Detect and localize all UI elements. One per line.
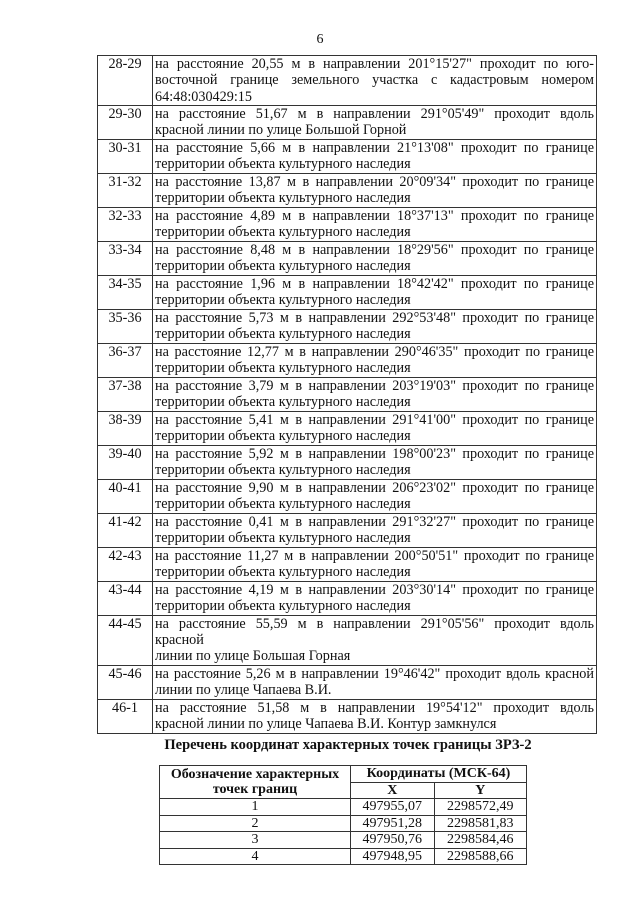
segment-description: [153, 615, 597, 665]
table-row: [98, 241, 597, 275]
table-row: [98, 699, 597, 733]
description-line: территории объекта культурного наследия: [155, 190, 411, 207]
segment-id: 41-42: [98, 513, 153, 547]
coords-table-title: Перечень координат характерных точек границы ЗРЗ-2: [164, 737, 532, 753]
description-line: территории объекта культурного наследия: [155, 462, 411, 479]
description-line: территории объекта культурного наследия: [155, 224, 411, 241]
table-row: [98, 581, 597, 615]
segment-id: 45-46: [98, 665, 153, 699]
segment-id: 38-39: [98, 411, 153, 445]
description-line: на расстояние 5,41 м в направлении 291°41'00" проходит по границе: [155, 411, 594, 428]
description-line: территории объекта культурного наследия: [155, 564, 411, 581]
segment-description: [153, 411, 597, 445]
description-line: на расстояние 12,77 м в направлении 290°46'35" проходит по границе: [155, 343, 594, 360]
segment-id: 43-44: [98, 581, 153, 615]
table-row: [98, 445, 597, 479]
description-line: на расстояние 5,66 м в направлении 21°13'08" проходит по границе: [155, 139, 594, 156]
segment-description: [153, 547, 597, 581]
table-row: [98, 479, 597, 513]
segment-description: [153, 343, 597, 377]
coord-x: 497950,76: [351, 832, 435, 849]
description-line: на расстояние 4,19 м в направлении 203°30'14" проходит по границе: [155, 581, 594, 598]
coord-y: 2298572,49: [434, 799, 526, 816]
page-number: 6: [316, 32, 324, 47]
table-row: [98, 56, 597, 106]
coord-x: 497951,28: [351, 815, 435, 832]
segment-description: [153, 377, 597, 411]
description-line: территории объекта культурного наследия: [155, 394, 411, 411]
description-line: территории объекта культурного наследия: [155, 530, 411, 547]
description-line: на расстояние 4,89 м в направлении 18°37'13" проходит по границе: [155, 207, 594, 224]
segment-description: [153, 105, 597, 139]
coordinates-table: [159, 765, 527, 865]
description-line: 64:48:030429:15: [155, 88, 252, 105]
segment-description: [153, 665, 597, 699]
table-row: [98, 309, 597, 343]
description-line: территории объекта культурного наследия: [155, 360, 411, 377]
table-row: [98, 665, 597, 699]
description-line: на расстояние 1,96 м в направлении 18°42'42" проходит по границе: [155, 275, 594, 292]
segment-id: 30-31: [98, 139, 153, 173]
header-y: Y: [434, 782, 526, 799]
segment-id: 31-32: [98, 173, 153, 207]
description-line: красной линии по улице Чапаева В.И. Контур замкнулся: [155, 716, 497, 733]
description-line: территории объекта культурного наследия: [155, 156, 411, 173]
segment-description: [153, 56, 597, 106]
description-line: территории объекта культурного наследия: [155, 292, 411, 309]
point-id: 2: [160, 815, 351, 832]
table-row: [98, 411, 597, 445]
segment-description: [153, 309, 597, 343]
segment-description: [153, 173, 597, 207]
segment-id: 35-36: [98, 309, 153, 343]
segment-description: [153, 207, 597, 241]
description-line: на расстояние 13,87 м в направлении 20°09'34" проходит по границе: [155, 173, 594, 190]
description-line: территории объекта культурного наследия: [155, 258, 411, 275]
description-line: красной линии по улице Большой Горной: [155, 122, 407, 139]
description-line: на расстояние 5,26 м в направлении 19°46'42" проходит вдоль красной: [155, 665, 594, 682]
coord-y: 2298588,66: [434, 848, 526, 865]
segment-description: [153, 513, 597, 547]
table-row: [98, 343, 597, 377]
description-line: восточной границе земельного участка с кадастровым номером: [155, 72, 594, 89]
segment-id: 40-41: [98, 479, 153, 513]
description-line: на расстояние 9,90 м в направлении 206°23'02" проходит по границе: [155, 479, 594, 496]
table-row: [98, 207, 597, 241]
segment-id: 46-1: [98, 699, 153, 733]
segment-id: 39-40: [98, 445, 153, 479]
point-id: 3: [160, 832, 351, 849]
segment-id: 44-45: [98, 615, 153, 665]
table-row: [98, 105, 597, 139]
description-line: на расстояние 51,67 м в направлении 291°05'49" проходит вдоль: [155, 105, 594, 122]
segment-id: 37-38: [98, 377, 153, 411]
description-line: на расстояние 5,92 м в направлении 198°00'23" проходит по границе: [155, 445, 594, 462]
point-id: 1: [160, 799, 351, 816]
description-line: на расстояние 5,73 м в направлении 292°53'48" проходит по границе: [155, 309, 594, 326]
table-row: [160, 815, 527, 832]
description-line: на расстояние 51,58 м в направлении 19°54'12" проходит вдоль: [155, 699, 594, 716]
segment-description: [153, 479, 597, 513]
table-row: [98, 615, 597, 665]
coord-x: 497955,07: [351, 799, 435, 816]
header-coords: Координаты (МСК-64): [351, 766, 527, 783]
segment-description: [153, 445, 597, 479]
header-x: X: [351, 782, 435, 799]
segment-id: 29-30: [98, 105, 153, 139]
segment-description: [153, 241, 597, 275]
segment-id: 33-34: [98, 241, 153, 275]
segment-id: 32-33: [98, 207, 153, 241]
segment-description: [153, 699, 597, 733]
description-line: территории объекта культурного наследия: [155, 496, 411, 513]
description-line: на расстояние 8,48 м в направлении 18°29'56" проходит по границе: [155, 241, 594, 258]
segment-description: [153, 139, 597, 173]
segment-description: [153, 275, 597, 309]
description-line: на расстояние 0,41 м в направлении 291°32'27" проходит по границе: [155, 513, 594, 530]
point-id: 4: [160, 848, 351, 865]
segment-id: 36-37: [98, 343, 153, 377]
description-line: на расстояние 3,79 м в направлении 203°19'03" проходит по границе: [155, 377, 594, 394]
table-row: [98, 173, 597, 207]
table-row: [98, 275, 597, 309]
description-line: на расстояние 55,59 м в направлении 291°05'56" проходит вдоль красной: [155, 615, 594, 649]
segment-id: 42-43: [98, 547, 153, 581]
table-row: [98, 139, 597, 173]
coord-y: 2298584,46: [434, 832, 526, 849]
table-row: [160, 799, 527, 816]
header-points: Обозначение характерных точек границ: [160, 766, 351, 799]
table-row: [160, 848, 527, 865]
coord-y: 2298581,83: [434, 815, 526, 832]
description-line: линии по улице Чапаева В.И.: [155, 682, 332, 699]
description-line: линии по улице Большая Горная: [155, 648, 351, 665]
description-line: территории объекта культурного наследия: [155, 326, 411, 343]
boundary-segments-table: [97, 55, 597, 734]
coord-x: 497948,95: [351, 848, 435, 865]
segment-id: 34-35: [98, 275, 153, 309]
segment-id: 28-29: [98, 56, 153, 106]
description-line: на расстояние 11,27 м в направлении 200°50'51" проходит по границе: [155, 547, 594, 564]
segment-description: [153, 581, 597, 615]
description-line: территории объекта культурного наследия: [155, 598, 411, 615]
table-row: [98, 377, 597, 411]
description-line: на расстояние 20,55 м в направлении 201°15'27" проходит по юго-: [155, 56, 594, 72]
table-row: [160, 832, 527, 849]
description-line: территории объекта культурного наследия: [155, 428, 411, 445]
table-row: [98, 547, 597, 581]
table-row: [98, 513, 597, 547]
